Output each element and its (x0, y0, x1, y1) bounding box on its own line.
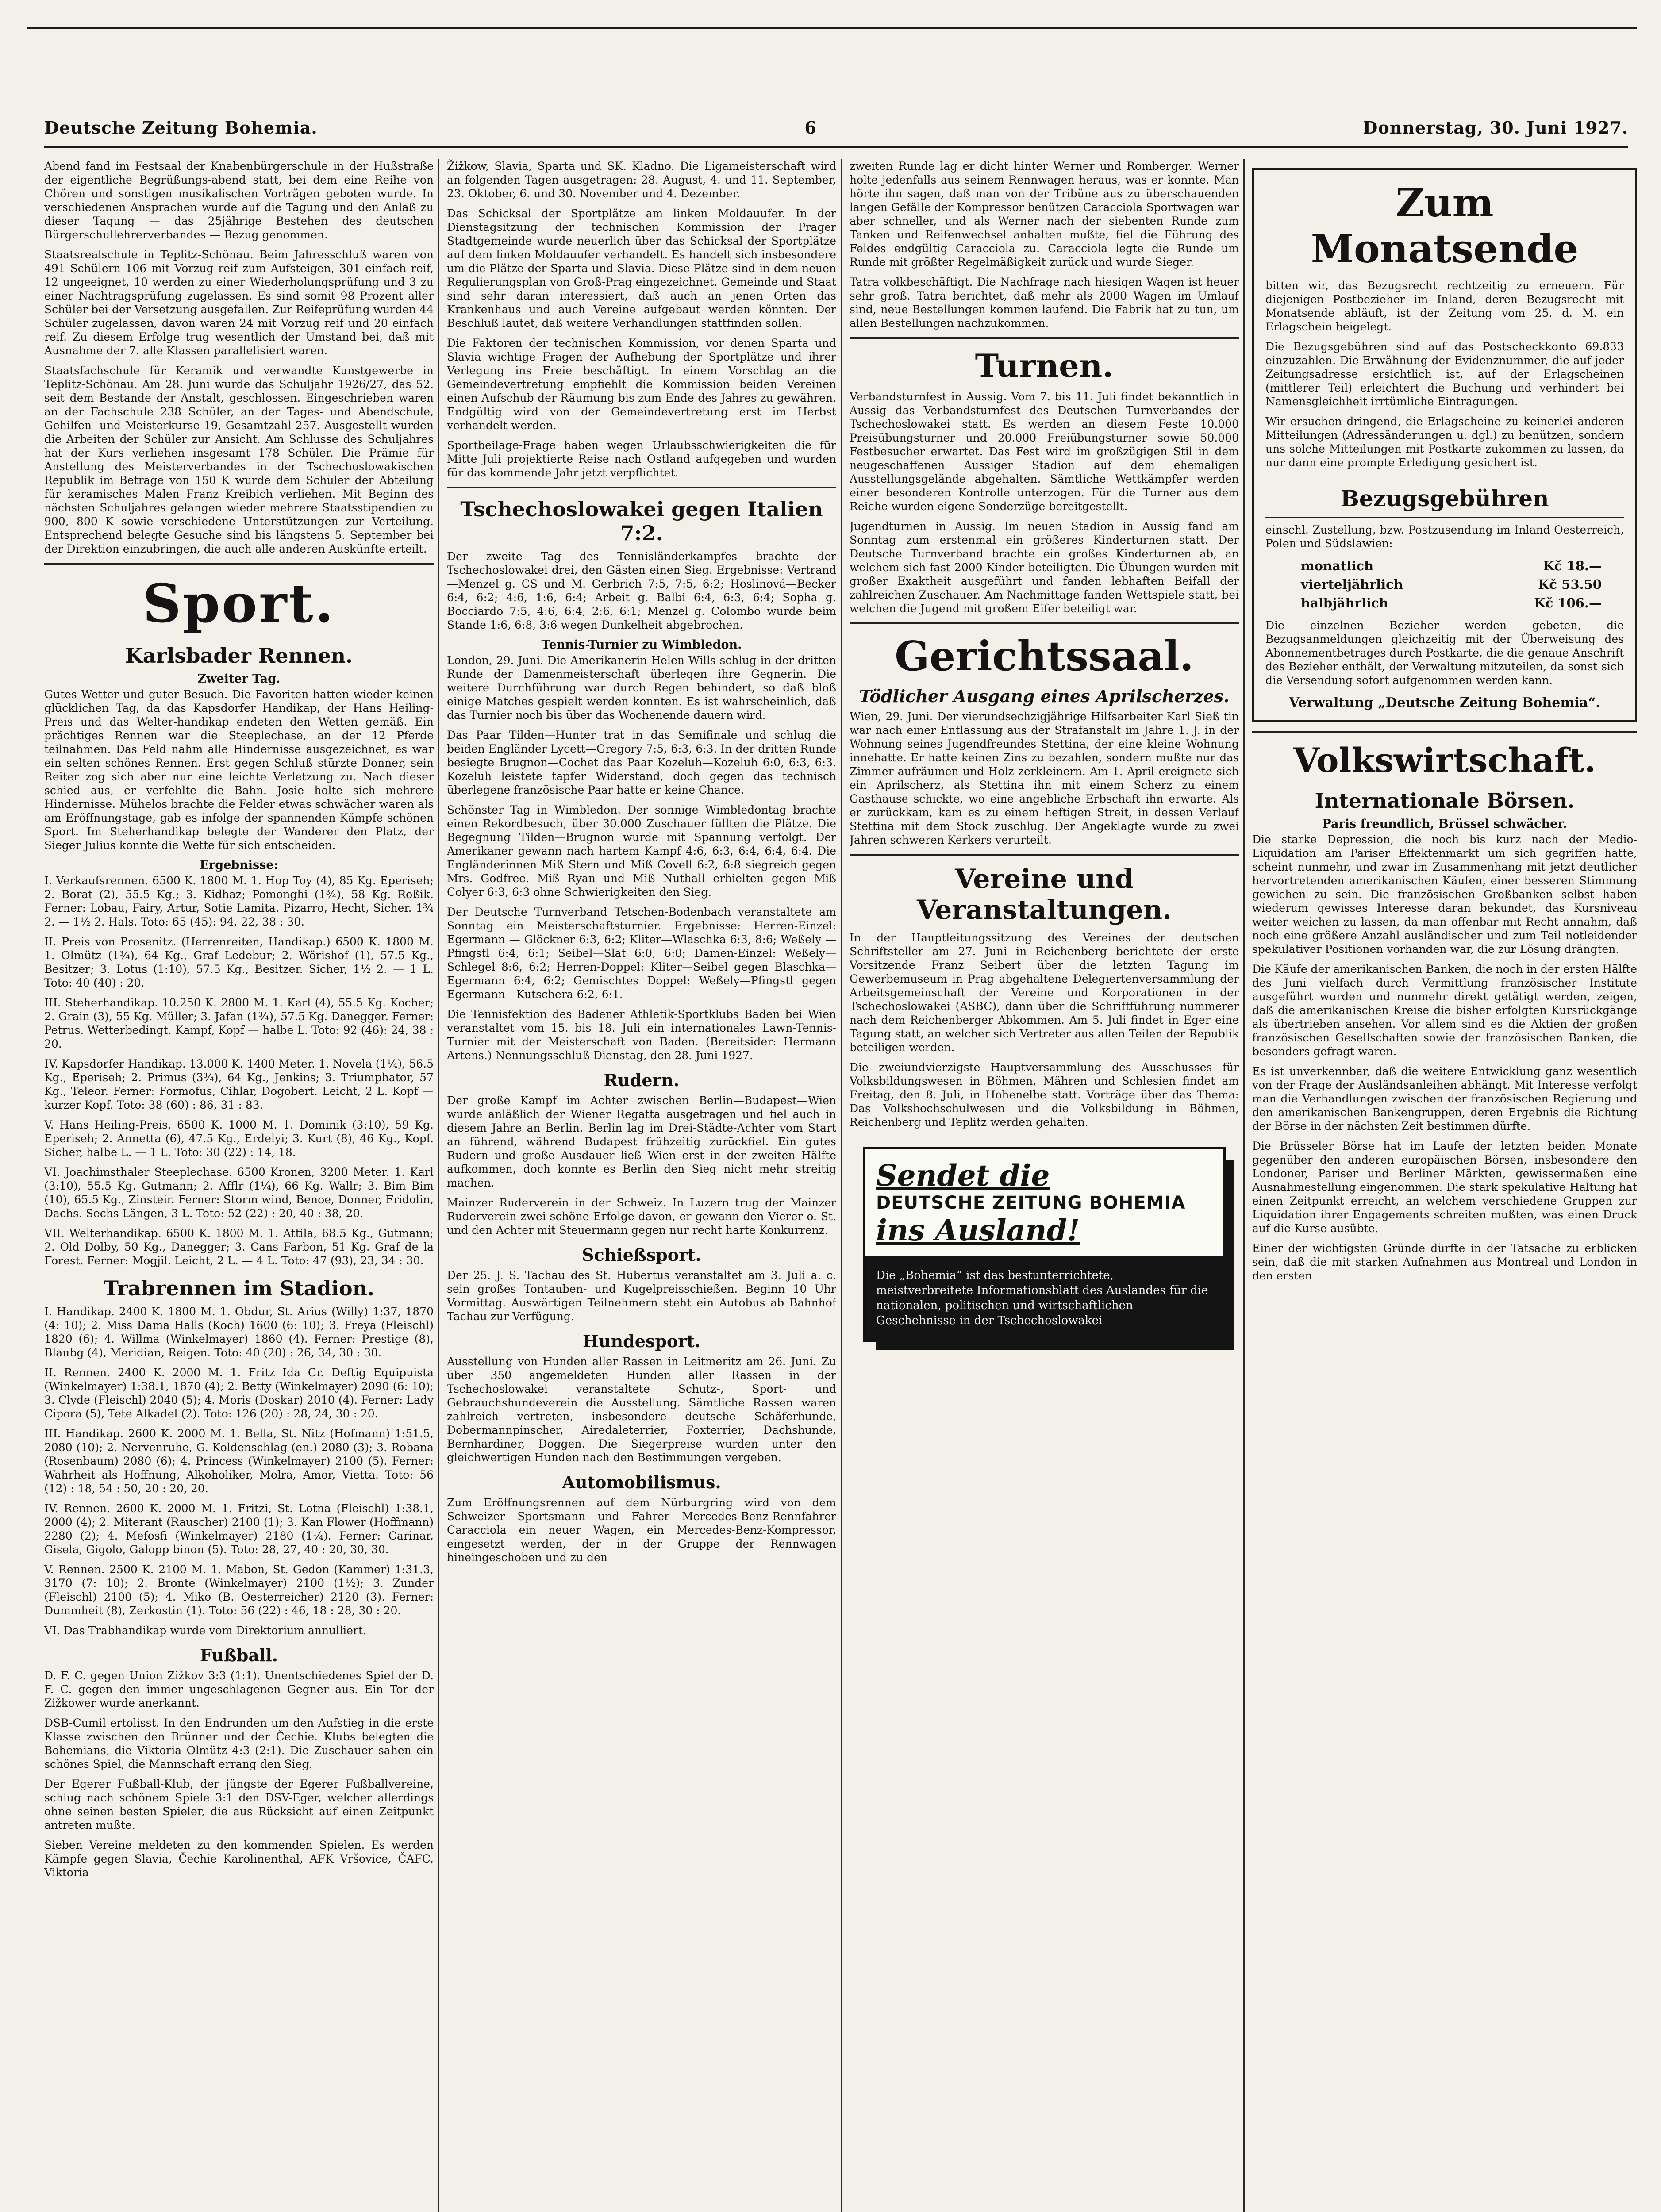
article-paragraph: Abend fand im Festsaal der Knabenbürgerschule in der Hußstraße der eigentliche Begrüßungs-abend statt, bei dem eine Reihe von Chören und sonstigen musikalischen Vorträgen geboten wurde. In verschiedenen Ansprachen wurde auf die Tagung und den Anlaß zu dieser Tagung — das 25jährige Bestehen des deutschen Bürgerschullehrerverbandes — Bezug genommen. (44, 160, 434, 241)
section-title-sport: Sport. (142, 572, 335, 635)
notice-paragraph: bitten wir, das Bezugsrecht rechtzeitig zu erneuern. Für diejenigen Postbezieher im Inland, deren Bezugsrecht mit Monatsende abläuft, ist der Zeitung vom 25. d. M. ein Erlagschein beigelegt. (1265, 279, 1624, 333)
fee-label: monatlich (1301, 558, 1374, 573)
section-rule (1252, 731, 1637, 733)
article-paragraph: Es ist unverkennbar, daß die weitere Entwicklung ganz wesentlich von der Frage der Ausländsanleihen abhängt. Mit Interesse verfolgt man die Verhandlungen zwischen der französischen Regierung und den amerikanischen Bankengruppen, deren Ergebnis die Richtung der Börse in der nächsten Zeit bestimmen dürfte. (1252, 1065, 1637, 1133)
section-title-vereine: Vereine und Veranstaltungen. (916, 864, 1172, 926)
column-4 (1252, 159, 1637, 2212)
notice-signature: Verwaltung „Deutsche Zeitung Bohemia“. (1289, 695, 1600, 710)
article-subtitle: Zweiter Tag. (197, 672, 281, 686)
result-entry: III. Handikap. 2600 K. 2000 M. 1. Bella, St. Nitz (Hofmann) 1:51.5, 2080 (10); 2. Nervenruhe, G. Koldenschlag (en.) 2080 (3); 3. Robana (Rosenbaum) 2080 (6); 4. Princess (Winkelmayer) 2100 (5). Ferner: Wahrheit als Hoffnung, Alkoholiker, Molra, Amor, Vietta. Toto: 56 (12) : 18, 54 : 50, 20 : 20, 20. (44, 1427, 434, 1495)
article-paragraph: Sportbeilage-Frage haben wegen Urlaubsschwierigkeiten die für Mitte Juli projektierte Reise nach Ostland aufgegeben und wurden für das kommende Jahr jetzt verpflichtet. (447, 439, 836, 479)
issue-date: Donnerstag, 30. Juni 1927. (1363, 118, 1628, 138)
fee-heading: Bezugsgebühren (1340, 485, 1549, 511)
article-paragraph: Die starke Depression, die noch bis kurz nach der Medio-Liquidation am Pariser Effektenmarkt um sich gegriffen hatte, scheint nunmehr, und zwar im Zusammenhang mit jetzt deutlicher hervortretenden amerikanischen Käufen, einer besseren Stimmung gewichen zu sein. Die französischen Großbanken selbst haben wiederum gewisses Interesse daran bekundet, das Kursniveau weiter weichen zu lassen, da man offenbar mit Recht annahm, daß noch eine größere Anzahl ausländischer und zum Teil notleidender spekulativer Positionen vorhanden war, die zur Lösung drängten. (1252, 833, 1637, 956)
notice-rule (1265, 517, 1624, 518)
article-title: Trabrennen im Stadion. (103, 1276, 375, 1300)
article-paragraph: Die Tennisfektion des Badener Athletik-Sportklubs Baden bei Wien veranstaltet vom 15. bis 18. Juli ein internationales Lawn-Tennis-Turnier mit der Meisterschaft von Baden. (Bereitsider: Hermann Artens.) Nennungsschluß Dienstag, den 28. Juni 1927. (447, 1008, 836, 1062)
result-entry: VI. Das Trabhandikap wurde vom Direktorium annulliert. (44, 1624, 366, 1637)
article-paragraph: Mainzer Ruderverein in der Schweiz. In Luzern trug der Mainzer Ruderverein zwei schöne Erfolge davon, er gewann den Vierer o. St. und den Achter mit Steuermann gegen nur recht harte Konkurrenz. (447, 1196, 836, 1237)
article-paragraph: Gutes Wetter und guter Besuch. Die Favoriten hatten wieder keinen glücklichen Tag, da das Kapsdorfer Handikap, der Hans Heiling-Preis und das Welter-handikap endeten den Wetten gemäß. Ein prächtiges Rennen war die Steeplechase, an der 12 Pferde teilnahmen. Das Feld nahm alle Hindernisse ausgezeichnet, es war ein selten schönes Rennen. Erst gegen Schluß stürzte Donner, sein Reiter zog sich aber nur eine leichte Verletzung zu. Nach dieser schied aus, er verfehlte die Bahn. Josie holte sich mehrere Hindernisse. Mühelos brachte die Felder etwas schwächer waren als am Eröffnungstage, gab es infolge der spannenden Kämpfe schönen Sport. Im Steherhandikap belegte der Wanderer den Platz, der Sieger Julius konnte die Wette für sich entscheiden. (44, 688, 434, 852)
article-title: Schießsport. (582, 1245, 701, 1265)
article-paragraph: D. F. C. gegen Union Zižkov 3:3 (1:1). Unentschiedenes Spiel der D. F. C. gegen den immer ungeschlagenen Gegner aus. Ein Tor der Zižkower wurde anerkannt. (44, 1669, 434, 1709)
column-divider (1243, 159, 1245, 2212)
result-entry: V. Rennen. 2500 K. 2100 M. 1. Mabon, St. Gedon (Kammer) 1:31.3, 3170 (7: 10); 2. Bronte (Winkelmayer) 2100 (1½); 3. Zunder (Fleischl) 2100 (5); 4. Miko (B. Oesterreicher) 2120 (3). Ferner: Dummheit (8), Zerkostin (1). Toto: 56 (22) : 46, 18 : 28, 30 : 20. (44, 1563, 434, 1617)
ad-title: Sendet die (876, 1158, 1050, 1193)
column-divider (841, 159, 842, 2212)
notice-paragraph: Wir ersuchen dringend, die Erlagscheine zu keinerlei anderen Mitteilungen (Adressänderungen u. dgl.) zu benützen, sondern uns solche Mitteilungen mit Postkarte zukommen zu lassen, da nur dann eine prompte Erledigung gesichert ist. (1265, 415, 1624, 469)
fee-note: einschl. Zustellung, bzw. Postzusendung im Inland Oesterreich, Polen und Südslawien: (1265, 523, 1624, 550)
result-entry: II. Rennen. 2400 K. 2000 M. 1. Fritz Ida Cr. Deftig Equipuista (Winkelmayer) 1:38.1, 1870 (4); 2. Betty (Winkelmayer) 2090 (6: 10); 3. Clyde (Fleischl) 2040 (5); 4. Moris (Doskar) 2010 (4). Ferner: Lady Cipora (5), Tete Alkadel (2). Toto: 126 (20) : 28, 24, 30 : 20. (44, 1366, 434, 1420)
result-entry: II. Preis von Prosenitz. (Herrenreiten, Handikap.) 6500 K. 1800 M. 1. Olmütz (1¾), 64 Kg., Graf Ledebur; 2. Wörishof (1), 57.5 Kg., Besitzer; 3. Lotus (1:10), 57.5 Kg., Besitzer. Sicher, 1½ 2. — 1 L. Toto: 40 (40) : 20. (44, 935, 434, 989)
article-paragraph: Das Schicksal der Sportplätze am linken Moldauufer. In der Dienstagsitzung der technischen Kommission der Prager Stadtgemeinde wurde neuerlich über das Schicksal der Sportplätze auf dem linken Moldauufer verhandelt. Es handelt sich insbesondere um die Plätze der Sparta und Slavia. Diese Plätze sind in dem neuen Regulierungsplan von Groß-Prag eingezeichnet. Gemeinde und Staat sind sehr daran interessiert, daß auch an jenen Orten das Krankenhaus und auch Vereine aufgebaut werden könnten. Der Beschluß lautet, daß weitere Verhandlungen stattfinden sollen. (447, 207, 836, 330)
article-title: Tennis-Turnier zu Wimbledon. (541, 638, 742, 652)
fee-value: Kč 53.50 (1538, 577, 1602, 592)
section-rule (850, 622, 1239, 624)
notice-paragraph: Die Bezugsgebühren sind auf das Postscheckkonto 69.833 einzuzahlen. Die Erwähnung der Evidenznummer, die auf jeder Zeitungsadresse ersichtlich ist, auf der Erlagscheinen (mittlerer Teil) erleichtert die Buchung und verhindert bei Namensgleichheit irrtümliche Eintragungen. (1265, 340, 1624, 408)
article-paragraph: Der 25. J. S. Tachau des St. Hubertus veranstaltet am 3. Juli a. c. sein großes Tontauben- und Kugelpreisschießen. Beginn 10 Uhr Vormittag. Auswärtigen Teilnehmern steht ein Autobus ab Bahnhof Tachau zur Verfügung. (447, 1269, 836, 1323)
fee-row (1265, 594, 1624, 612)
notice-paragraph: Die einzelnen Bezieher werden gebeten, die Bezugsanmeldungen gleichzeitig mit der Überweisung des Abonnementbetrages durch Postkarte, die die genaue Anschrift des Bezieher enthält, der Verwaltung mitzuteilen, da sonst sich die Versendung sofort aufgenommen werden kann. (1265, 619, 1624, 687)
page-number: 6 (804, 118, 817, 138)
article-paragraph: Der zweite Tag des Tennisländerkampfes brachte der Tschechoslowakei drei, den Gästen einen Sieg. Ergebnisse: Vertrand—Menzel g. CS und M. Gerbrich 7:5, 7:5, 6:2; Hoslinová—Becker 6:4, 6:2; 4:6, 1:6, 6:4; Arbeit g. Balbi 6:4, 6:3, 6:4; Sopha g. Bocciardo 7:5, 4:6, 6:4, 2:6, 6:1; Menzel g. Colombo wurde beim Stande 1:6, 6:8, 3:6 wegen Dunkelheit abgebrochen. (447, 550, 836, 631)
subscription-notice-box (1252, 168, 1637, 722)
article-title: Automobilismus. (562, 1472, 721, 1492)
section-title-volkswirtschaft: Volkswirtschaft. (1293, 741, 1596, 780)
fee-row (1265, 557, 1624, 575)
article-title: Tödlicher Ausgang eines Aprilscherzes. (859, 686, 1230, 706)
article-paragraph: Die Brüsseler Börse hat im Laufe der letzten beiden Monate gegenüber den anderen europäischen Börsen, insbesondere den Londoner, Pariser und Berliner Märkten, gewissermaßen eine Ausnahmestellung eingenommen. Die stark spekulative Haltung hat einen Zeitpunkt erreicht, an welchem verschiedene Gruppen zur Liquidation ihrer Engagements schreiten mußten, was einen Druck auf die Kurse ausübte. (1252, 1140, 1637, 1235)
article-paragraph: Sieben Vereine meldeten zu den kommenden Spielen. Es werden Kämpfe gegen Slavia, Čechie Karolinenthal, AFK Vršovice, ČAFC, Viktoria (44, 1839, 434, 1879)
article-paragraph: Wien, 29. Juni. Der vierundsechzigjährige Hilfsarbeiter Karl Sieß tin war nach einer Entlassung aus der Strafanstalt im Jahre 1. J. in der Wohnung seines Jugendfreundes Stettina, der eine kleine Wohnung innehatte. Er hatte keinen Zins zu bezahlen, sondern mußte nur das Zimmer aufräumen und Holz zerkleinern. Am 1. April ereignete sich ein Aprilscherz, als Stettina ihn mit einem Scherz zu einem Gasthause schickte, wo eine angebliche Erbschaft ihn erwarte. Als er zurückkam, kam es zu einem heftigen Streit, in dessen Verlauf Stettina mit dem Stock zuschlug. Der Angeklagte wurde zu zwei Jahren schweren Kerkers verurteilt. (850, 710, 1239, 846)
article-paragraph: Žižkow, Slavia, Sparta und SK. Kladno. Die Ligameisterschaft wird an folgenden Tagen ausgetragen: 28. August, 4. und 11. September, 23. Oktober, 6. und 30. November und 4. Dezember. (447, 160, 836, 200)
article-paragraph: Jugendturnen in Aussig. Im neuen Stadion in Aussig fand am Sonntag zum erstenmal ein größeres Kinderturnen statt. Der Deutsche Turnverband brachte ein großes Kinderturnen ab, an welchem sich fast 2000 Kinder beteiligten. Die Übungen wurden mit großer Exaktheit ausgeführt und fanden lebhaften Beifall der zahlreichen Zuschauer. Am Nachmittage fanden Wettspiele statt, bei welchen die Jugend mit großem Eifer beteiligt war. (850, 520, 1239, 615)
result-entry: III. Steherhandikap. 10.250 K. 2800 M. 1. Karl (4), 55.5 Kg. Kocher; 2. Grain (3), 55 Kg. Müller; 3. Jafan (1¾), 57.5 Kg. Danegger. Ferner: Petrus. Wetterbedingt. Kampf, Kopf — halbe L. Toto: 92 (46): 24, 38 : 20. (44, 996, 434, 1050)
newspaper-page (27, 27, 1637, 2212)
article-title: Internationale Börsen. (1315, 789, 1575, 813)
article-paragraph: London, 29. Juni. Die Amerikanerin Helen Wills schlug in der dritten Runde der Damenmeisterschaft überlegen ihre Gegnerin. Die weitere Durchführung war durch Regen behindert, so daß bloß einige Matches gespielt werden konnten. Es ist wahrscheinlich, daß das Turnier noch bis über das Wochenende dauern wird. (447, 654, 836, 722)
result-entry: I. Handikap. 2400 K. 1800 M. 1. Obdur, St. Arius (Willy) 1:37, 1870 (4: 10); 2. Miss Dama Halls (Koch) 1600 (6: 10); 3. Freya (Fleischl) 1820 (6); 4. Willma (Winkelmayer) 1860 (4). Ferner: Prestige (8), Blaubg (4), Meridian, Reigen. Toto: 40 (20) : 26, 34, 30 : 30. (44, 1305, 434, 1359)
fee-row (1265, 575, 1624, 594)
article-paragraph: Einer der wichtigsten Gründe dürfte in der Tatsache zu erblicken sein, daß die mit starken Aufnahmen aus Montreal und London in den ersten (1252, 1242, 1637, 1282)
article-paragraph: Tatra volkbeschäftigt. Die Nachfrage nach hiesigen Wagen ist heuer sehr groß. Tatra berichtet, daß mehr als 2000 Wagen im Umlauf sind, neue Bestellungen kommen laufend. Die Fabrik hat zu tun, um allen Bestellungen nachzukommen. (850, 276, 1239, 330)
article-paragraph: Schönster Tag in Wimbledon. Der sonnige Wimbledontag brachte einen Rekordbesuch, über 30.000 Zuschauer füllten die Plätze. Die Begegnung Tilden—Brugnon wurde mit Spannung verfolgt. Der Amerikaner gewann nach hartem Kampf 4:6, 6:3, 6:4, 6:4, 6:4. Die Engländerinnen Miß Stern und Miß Covell 6:2, 6:8 siegreich gegen Mrs. Godfree. Miß Ryan und Miß Nuthall erhielten gegen Miß Colyer 6:3, 6:3 ohne Schwierigkeiten den Sieg. (447, 803, 836, 899)
ad-tagline: ins Ausland! (876, 1213, 1080, 1248)
section-rule (447, 487, 836, 488)
column-2 (447, 159, 836, 2212)
article-paragraph: Die Käufe der amerikanischen Banken, die noch in der ersten Hälfte des Juni vielfach durch Vermittlung französischer Institute ausgeführt wurden und nunmehr direkt getätigt werden, zeigen, daß die amerikanischen Kreise die bisher erfolgten Kursrückgänge als übertrieben ansehen. Vor allem sind es die Aktien der großen französischen Gesellschaften sowie der französischen Banken, die besonders gefragt waren. (1252, 963, 1637, 1058)
section-rule (44, 563, 434, 565)
article-paragraph: Staatsrealschule in Teplitz-Schönau. Beim Jahresschluß waren von 491 Schülern 106 mit Vorzug reif zum Aufsteigen, 301 einfach reif, 12 ungeeignet, 10 werden zu einer Wiederholungsprüfung und 3 zu einer Nachtragsprüfung zugelassen. Es sind somit 98 Prozent aller Schüler bei der Versetzung ausgefallen. Zur Reifeprüfung wurden 44 Schüler zugelassen, davon waren 24 mit Vorzug reif und 20 einfach reif. Zu diesem Erfolge trug wesentlich der Umstand bei, daß mit Ausnahme der 7. alle Klassen parallelisiert waren. (44, 248, 434, 357)
article-paragraph: Der Egerer Fußball-Klub, der jüngste der Egerer Fußballvereine, schlug nach schönem Spiele 3:1 den DSV-Eger, welcher allerdings ohne seinen besten Spieler, die aus Rücksicht auf einen Zeitpunkt antreten mußte. (44, 1778, 434, 1832)
article-paragraph: Der große Kampf im Achter zwischen Berlin—Budapest—Wien wurde anläßlich der Wiener Regatta ausgetragen und fiel auch in diesem Jahre an Berlin. Berlin lag im Drei-Städte-Achter vom Start an führend, während Budapest frühzeitig zurückfiel. Ein gutes Rudern und große Ausdauer ließ Wien erst in der zweiten Hälfte aufkommen, doch konnte es Berlin den Sieg nicht mehr streitig machen. (447, 1094, 836, 1189)
result-entry: IV. Kapsdorfer Handikap. 13.000 K. 1400 Meter. 1. Novela (1¼), 56.5 Kg., Eperiseh; 2. Primus (3¾), 64 Kg., Jenkins; 3. Triumphator, 57 Kg., Teleor. Ferner: Formofus, Cihlar, Dogobert. Leicht, 2 L. Kopf — kurzer Kopf. Toto: 38 (60) : 86, 31 : 83. (44, 1057, 434, 1111)
fee-value: Kč 106.— (1534, 595, 1602, 611)
article-paragraph: Staatsfachschule für Keramik und verwandte Kunstgewerbe in Teplitz-Schönau. Am 28. Juni wurde das Schuljahr 1926/27, das 52. seit dem Bestande der Anstalt, geschlossen. Eingeschrieben waren an der Fachschule 238 Schüler, an der Tages- und Abendschule, Gehilfen- und Meisterkurse 19, Gesamtzahl 257. Ausgestellt wurden die Arbeiten der Schüler zur Ansicht. Am Schlusse des Schuljahres hat der Kurs verliehen insgesamt 178 Schüler. Die Prämie für Anstellung des Meisterverbandes in der Tschechoslowakischen Republik im Betrage von 150 K wurde dem Schüler der Abteilung für keramisches Malen Franz Kreibich verliehen. Mit Beginn des nächsten Schuljahres gelangen wieder mehrere Staatsstipendien zu 900, 800 K sowie verschiedene Unterstützungen zur Verteilung. Entsprechend belegte Gesuche sind bis längstens 5. September bei der Direktion einzubringen, die auch alle anderen Auskünfte erteilt. (44, 364, 434, 555)
article-paragraph: Verbandsturnfest in Aussig. Vom 7. bis 11. Juli findet bekanntlich in Aussig das Verbandsturnfest des Deutschen Turnverbandes der Tschechoslowakei statt. Es werden an diesem Feste 10.000 Preisübungsturner und 20.000 Freiübungsturner sowie 50.000 Festbesucher erwartet. Das Fest wird im großzügigen Stil in dem neugeschaffenen Aussiger Stadion auf dem ehemaligen Ausstellungsgelände abgehalten. Sämtliche Wettkämpfer werden einer besonderen Kontrolle unterzogen. Für die Turner aus dem Reiche wurden eigene Sonderzüge bereitgestellt. (850, 390, 1239, 513)
page-header (44, 115, 1628, 148)
article-paragraph: DSB-Cumil ertolisst. In den Endrunden um den Aufstieg in die erste Klasse zwischen den Brünner und der Čechie. Klubs belegten die Bohemians, die Viktoria Olmütz 4:3 (2:1). Die Zuschauer sahen ein schönes Spiel, die Mannschaft errang den Sieg. (44, 1717, 434, 1770)
ad-paper-name: DEUTSCHE ZEITUNG BOHEMIA (876, 1193, 1186, 1213)
article-title: Fußball. (200, 1645, 278, 1665)
ad-shadow (876, 1340, 1234, 1350)
article-title: Rudern. (604, 1070, 680, 1090)
ad-shadow (1223, 1160, 1234, 1350)
article-paragraph: Zum Eröffnungsrennen auf dem Nürburgring wird von dem Schweizer Sportsmann und Fahrer Mercedes-Benz-Rennfahrer Caracciola ein neuer Wagen, ein Mercedes-Benz-Kompressor, eingesetzt werden, der in der Gruppe der Rennwagen hineingeschoben und zu den (447, 1496, 836, 1564)
article-subtitle: Paris freundlich, Brüssel schwächer. (1322, 817, 1567, 831)
article-title: Hundesport. (582, 1331, 701, 1351)
article-paragraph: Die Faktoren der technischen Kommission, vor denen Sparta und Slavia wichtige Fragen der Aufhebung der Sportplätze und ihrer Verlegung ins Freie beschäftigt. In einem Vorschlag an die Gemeindevertretung empfiehlt die Kommission beiden Vereinen einen Aufschub der Räumung bis zum Ende des Jahres zu gewähren. Endgültig wird von der Gemeindevertretung erst im Herbst verhandelt werden. (447, 337, 836, 432)
column-3 (850, 159, 1239, 2212)
notice-title: Zum Monatsende (1311, 180, 1579, 272)
fee-label: halbjährlich (1301, 595, 1388, 611)
fee-label: vierteljährlich (1301, 577, 1403, 592)
ad-body: Die „Bohemia“ ist das bestunterrichtete, meistverbreitete Informationsblatt des Auslandes für die nationalen, politischen und wirtschaftlichen Geschehnisse in der Tschechoslowakei (865, 1256, 1223, 1340)
result-entry: I. Verkaufsrennen. 6500 K. 1800 M. 1. Hop Toy (4), 85 Kg. Eperiseh; 2. Borat (2), 55.5 Kg.; 3. Kidhaz; Pomonghi (1¾), 58 Kg. Roßik. Ferner: Lobau, Fairy, Artur, Sotie Lamita. Pizarro, Hecht, Sicher. 1¾ 2. — 1½ 2. Hals. Toto: 65 (45): 94, 22, 38 : 30. (44, 874, 434, 928)
article-paragraph: Der Deutsche Turnverband Tetschen-Bodenbach veranstaltete am Sonntag ein Meisterschaftsturnier. Ergebnisse: Herren-Einzel: Egermann — Glöckner 6:3, 6:2; Kliter—Wlaschka 6:3, 8:6; Weßely — Pfingstl 6:4, 6:1; Seibel—Slat 6:0, 6:0; Damen-Einzel: Weßely—Schlegel 8:6, 6:2; Herren-Doppel: Kliter—Seibel gegen Blaschka—Egermann 6:4, 6:2; Gemischtes Doppel: Weßely—Pfingstl gegen Egermann—Kutschera 6:2, 6:1. (447, 906, 836, 1001)
ad-header (865, 1149, 1223, 1256)
fee-value: Kč 18.— (1543, 558, 1602, 573)
section-title-turnen: Turnen. (975, 347, 1114, 384)
result-entry: V. Hans Heiling-Preis. 6500 K. 1000 M. 1. Dominik (3:10), 59 Kg. Eperiseh; 2. Annetta (6), 47.5 Kg., Erdelyi; 3. Kurt (8), 46 Kg., Kopf. Sicher, halbe L. — 1 L. Toto: 30 (22) : 14, 18. (44, 1118, 434, 1159)
result-entry: VII. Welterhandikap. 6500 K. 1800 M. 1. Attila, 68.5 Kg., Gutmann; 2. Old Dolby, 50 Kg., Danegger; 3. Cans Farbon, 51 Kg. Graf de la Forest. Ferner: Mogjil. Leicht, 2 L. — 4 L. Toto: 47 (93), 23, 34 : 30. (44, 1227, 434, 1267)
article-title: Karlsbader Rennen. (125, 644, 353, 668)
top-rule (27, 27, 1637, 29)
article-paragraph: Ausstellung von Hunden aller Rassen in Leitmeritz am 26. Juni. Zu über 350 angemeldeten Hunden aller Rassen in der Tschechoslowakei veranstaltete Schutz-, Sport- und Gebrauchshundeverein die Ausstellung. Sämtliche Rassen waren zahlreich vertreten, insbesondere deutsche Schäferhunde, Dobermannpinscher, Airedaleterrier, Foxterrier, Dachshunde, Bernhardiner, Doggen. Die Siegerpreise wurden unter den gleichwertigen Hunden nach den Bestimmungen vergeben. (447, 1355, 836, 1464)
advertisement-box (863, 1147, 1226, 1342)
section-title-gerichtssaal: Gerichtssaal. (895, 632, 1194, 680)
article-paragraph: zweiten Runde lag er dicht hinter Werner und Romberger. Werner holte jedenfalls aus seinem Rennwagen heraus, was er konnte. Man hörte ihn sagen, daß man von der Tribüne aus zu überschauenden langen Gefälle der Kompressor benützen Caracciola Sportwagen war aber schneller, und als Werner nach der siebenten Runde zum Tanken und Reifenwechsel anhalten mußte, fiel die Führung des Feldes endgültig Caracciola zu. Caracciola legte die Runde um Runde mit größter Regelmäßigkeit zurück und wurde Sieger. (850, 160, 1239, 269)
column-divider (438, 159, 439, 2212)
article-title: Tschechoslowakei gegen Italien 7:2. (460, 497, 823, 545)
article-paragraph: Die zweiundvierzigste Hauptversammlung des Ausschusses für Volksbildungswesen in Böhmen, Mähren und Schlesien findet am Freitag, den 8. Juli, in Hohenelbe statt. Vorträge über das Thema: Das Volkshochschulwesen und die Volksbildung in Böhmen, Reichenberg und Teplitz werden gehalten. (850, 1061, 1239, 1129)
result-entry: VI. Joachimsthaler Steeplechase. 6500 Kronen, 3200 Meter. 1. Karl (3:10), 55.5 Kg. Gutmann; 2. Afflr (1¼), 66 Kg. Wallr; 3. Bim Bim (10), 65.5 Kg., Zinsteir. Ferner: Storm wind, Benoe, Donner, Fridolin, Dachs. Sechs Längen, 3 L. Toto: 52 (22) : 20, 40 : 38, 20. (44, 1166, 434, 1220)
results-heading: Ergebnisse: (200, 858, 278, 872)
article-paragraph: Das Paar Tilden—Hunter trat in das Semifinale und schlug die beiden Engländer Lycett—Gregory 7:5, 6:3, 6:3. In der dritten Runde besiegte Brugnon—Cochet das Paar Kozeluh—Kozeluh 6:0, 6:3, 6:3. Kozeluh leistete tapfer Widerstand, doch gegen das technisch überlegene französische Paar hatte er keine Chance. (447, 729, 836, 796)
column-1 (44, 159, 434, 2212)
article-paragraph: In der Hauptleitungssitzung des Vereines der deutschen Schriftsteller am 27. Juni in Reichenberg berichtete der erste Vorsitzende Franz Seibert über die letzten Tagung im Gewerbemuseum in Prag abgehaltene Delegiertenversammlung der Arbeitsgemeinschaft der Vereine und Korporationen in der Tschechoslowakei (ASBC), dann über die Schriftführung nummerer nach dem Reichenberger Abkommen. Am 5. Juli findet in Eger eine Tagung statt, an welcher sich Vertreter aus allen Teilen der Republik beteiligen werden. (850, 931, 1239, 1054)
section-rule (850, 854, 1239, 856)
masthead-title: Deutsche Zeitung Bohemia. (44, 118, 318, 138)
section-rule (850, 337, 1239, 339)
result-entry: IV. Rennen. 2600 K. 2000 M. 1. Fritzi, St. Lotna (Fleischl) 1:38.1, 2000 (4); 2. Miterant (Rauscher) 2100 (1); 3. Kan Flower (Hoffmann) 2280 (2); 4. Mefosfi (Winkelmayer) 2180 (1¼). Ferner: Carinar, Gisela, Gigolo, Galopp binon (5). Toto: 28, 27, 40 : 20, 30, 30. (44, 1502, 434, 1556)
